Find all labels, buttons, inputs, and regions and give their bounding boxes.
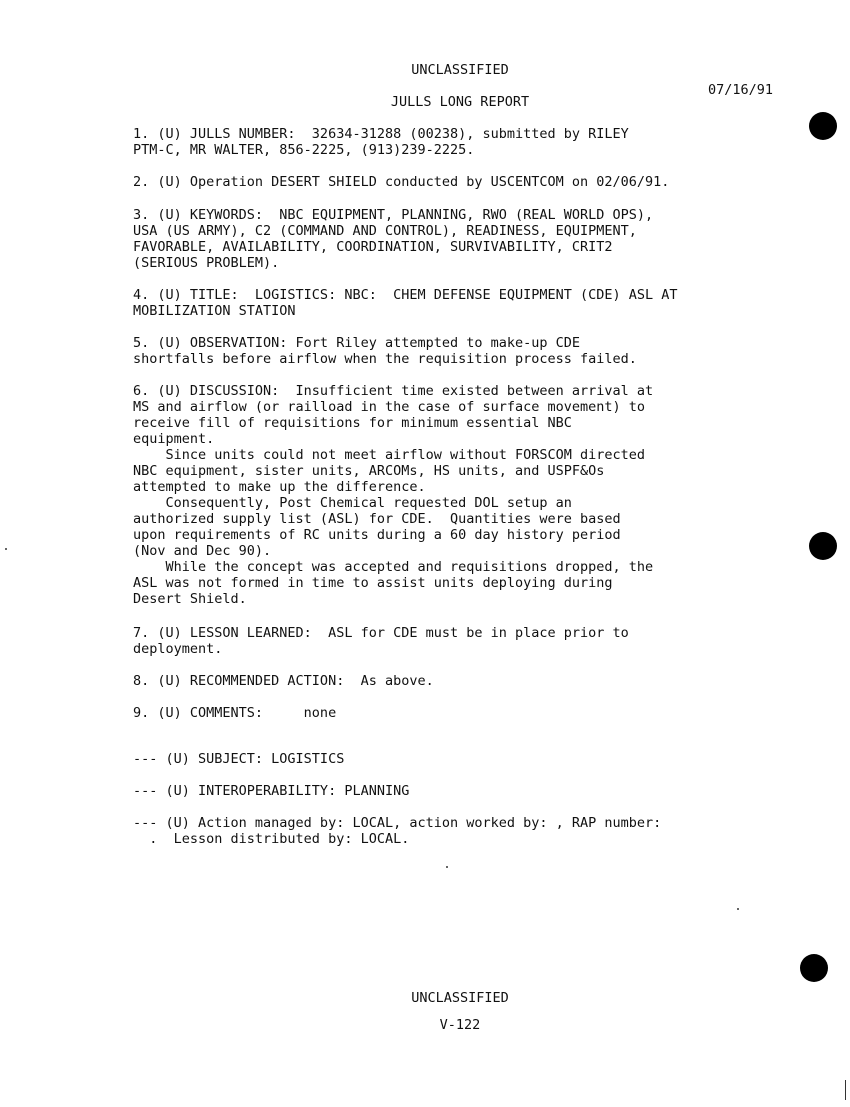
section-6-line-4: equipment. — [133, 431, 215, 447]
classification-bottom: UNCLASSIFIED — [411, 990, 509, 1006]
section-7-line-2: deployment. — [133, 641, 223, 657]
section-6-line-6: NBC equipment, sister units, ARCOMs, HS units, and USPF&Os — [133, 463, 605, 479]
section-4-line-2: MOBILIZATION STATION — [133, 303, 296, 319]
subject-line: --- (U) SUBJECT: LOGISTICS — [133, 751, 345, 767]
section-3-line-4: (SERIOUS PROBLEM). — [133, 255, 280, 271]
section-3-line-2: USA (US ARMY), C2 (COMMAND AND CONTROL), READINESS, EQUIPMENT, — [133, 223, 637, 239]
section-1-line-2: PTM-C, MR WALTER, 856-2225, (913)239-2225. — [133, 142, 475, 158]
section-6-line-13: ASL was not formed in time to assist units deploying during — [133, 575, 613, 591]
section-2-line-1: 2. (U) Operation DESERT SHIELD conducted by USCENTCOM on 02/06/91. — [133, 174, 670, 190]
action-line-1: --- (U) Action managed by: LOCAL, action worked by: , RAP number: — [133, 815, 662, 831]
section-6-line-8: Consequently, Post Chemical requested DOL setup an — [133, 495, 572, 511]
section-6-line-9: authorized supply list (ASL) for CDE. Quantities were based — [133, 511, 621, 527]
section-6-line-12: While the concept was accepted and requisitions dropped, the — [133, 559, 654, 575]
section-3-line-1: 3. (U) KEYWORDS: NBC EQUIPMENT, PLANNING, RWO (REAL WORLD OPS), — [133, 207, 654, 223]
classification-top: UNCLASSIFIED — [411, 62, 509, 78]
scan-speck — [5, 548, 7, 550]
section-6-line-1: 6. (U) DISCUSSION: Insufficient time existed between arrival at — [133, 383, 654, 399]
section-6-line-10: upon requirements of RC units during a 60 day history period — [133, 527, 621, 543]
section-6-line-11: (Nov and Dec 90). — [133, 543, 272, 559]
punch-hole-bottom — [800, 954, 828, 982]
section-1-line-1: 1. (U) JULLS NUMBER: 32634-31288 (00238), submitted by RILEY — [133, 126, 629, 142]
section-8-line-1: 8. (U) RECOMMENDED ACTION: As above. — [133, 673, 434, 689]
section-6-line-7: attempted to make up the difference. — [133, 479, 426, 495]
section-6-line-5: Since units could not meet airflow without FORSCOM directed — [133, 447, 646, 463]
section-7-line-1: 7. (U) LESSON LEARNED: ASL for CDE must be in place prior to — [133, 625, 629, 641]
scan-speck — [737, 908, 739, 910]
report-title: JULLS LONG REPORT — [390, 94, 530, 110]
page-number: V-122 — [439, 1017, 481, 1033]
section-6-line-14: Desert Shield. — [133, 591, 247, 607]
section-5-line-1: 5. (U) OBSERVATION: Fort Riley attempted to make-up CDE — [133, 335, 581, 351]
action-line-2: . Lesson distributed by: LOCAL. — [133, 831, 410, 847]
section-9-line-1: 9. (U) COMMENTS: none — [133, 705, 337, 721]
section-4-line-1: 4. (U) TITLE: LOGISTICS: NBC: CHEM DEFENSE EQUIPMENT (CDE) ASL AT — [133, 287, 678, 303]
scan-speck — [446, 866, 448, 868]
interoperability-line: --- (U) INTEROPERABILITY: PLANNING — [133, 783, 410, 799]
section-3-line-3: FAVORABLE, AVAILABILITY, COORDINATION, SURVIVABILITY, CRIT2 — [133, 239, 613, 255]
edge-mark — [845, 1080, 846, 1100]
section-5-line-2: shortfalls before airflow when the requisition process failed. — [133, 351, 637, 367]
report-date: 07/16/91 — [708, 82, 774, 98]
section-6-line-3: receive fill of requisitions for minimum essential NBC — [133, 415, 572, 431]
section-6-line-2: MS and airflow (or railload in the case of surface movement) to — [133, 399, 646, 415]
